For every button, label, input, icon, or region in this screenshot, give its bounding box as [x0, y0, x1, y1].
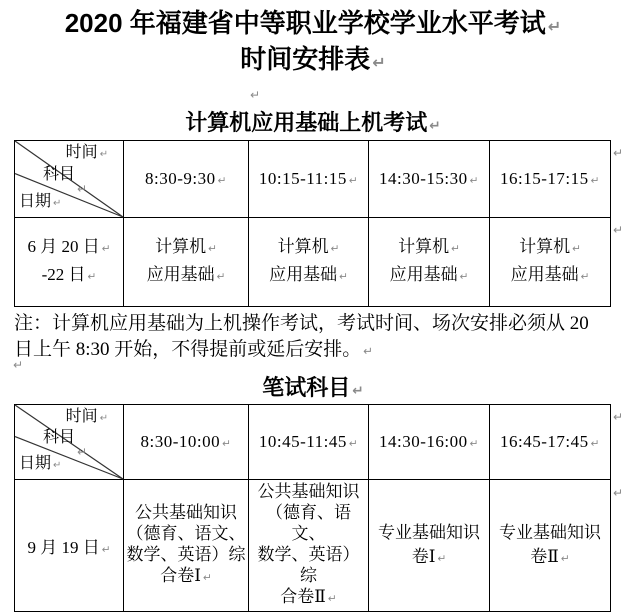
- computer-exam-heading-text: 计算机应用基础上机考试: [185, 110, 428, 135]
- time-slot-cell: [249, 405, 369, 480]
- time-slot-text: 14:30-16:00: [379, 432, 468, 451]
- note-line1-text: 注：计算机应用基础为上机操作考试，考试时间、场次安排必须从 20: [14, 313, 589, 334]
- date-text: 6 月 20 日: [27, 237, 100, 256]
- table-data-row: [15, 218, 611, 307]
- paragraph-mark-icon: ↵: [348, 438, 359, 450]
- paragraph-mark-icon: ↵: [53, 460, 62, 471]
- time-slot-text: 14:30-15:30: [379, 169, 468, 188]
- paragraph-mark-icon: ↵: [202, 572, 212, 584]
- paragraph-mark-icon: ↵: [437, 552, 447, 565]
- subject-line: 公共基础知识: [257, 482, 360, 501]
- paragraph-mark-icon: ↵: [363, 344, 374, 358]
- written-exam-heading: [0, 375, 626, 404]
- paragraph-mark-icon: ↵: [613, 223, 624, 237]
- subject-text: 应用基础: [510, 265, 579, 284]
- corner-label-time-text: 时间: [65, 408, 98, 425]
- subject-cell: [124, 218, 249, 307]
- paragraph-mark-icon: ↵: [250, 88, 261, 102]
- subject-line: [491, 545, 609, 571]
- subject-text: 卷Ⅰ: [411, 546, 436, 566]
- date-cell: [15, 218, 124, 307]
- paragraph-mark-icon: ↵: [613, 410, 624, 424]
- paragraph-mark-icon: ↵: [547, 17, 562, 36]
- time-slot-text: 8:30-10:00: [140, 432, 221, 451]
- subject-cell: [490, 480, 611, 612]
- note-line1: [14, 311, 618, 337]
- subject-text: 应用基础: [146, 265, 215, 284]
- time-slot-cell: [249, 141, 369, 218]
- subject-line: （德育、语文、: [266, 503, 351, 543]
- table-header-row: [15, 141, 611, 218]
- subject-line: （德育、语文、: [126, 524, 246, 543]
- subject-text: 应用基础: [389, 265, 458, 284]
- paragraph-mark-icon: ↵: [99, 413, 108, 424]
- paragraph-mark-icon: ↵: [327, 593, 337, 605]
- paragraph-mark-icon: ↵: [99, 149, 108, 160]
- paragraph-mark-icon: ↵: [429, 118, 441, 134]
- paragraph-mark-icon: ↵: [352, 383, 364, 399]
- subject-line: [491, 234, 609, 262]
- paragraph-mark-icon: ↵: [580, 271, 590, 283]
- paragraph-mark-icon: ↵: [459, 271, 469, 283]
- subject-line: [370, 262, 488, 290]
- date-text: -22 日: [41, 265, 86, 284]
- written-exam-table: [14, 404, 611, 612]
- paragraph-mark-icon: ↵: [217, 175, 227, 187]
- paragraph-mark-icon: ↵: [53, 198, 62, 209]
- paragraph-mark-icon: ↵: [216, 271, 226, 283]
- paragraph-mark-icon: ↵: [77, 445, 88, 459]
- table-header-row: [15, 405, 611, 480]
- time-slot-text: 8:30-9:30: [145, 169, 216, 188]
- note-line2: [14, 337, 618, 364]
- paragraph-mark-icon: ↵: [208, 243, 217, 255]
- subject-text: 卷Ⅱ: [530, 546, 559, 566]
- table-data-row: [15, 480, 611, 612]
- subject-text: 计算机: [155, 237, 207, 256]
- corner-header-cell: [15, 141, 124, 218]
- paragraph-mark-icon: ↵: [339, 271, 348, 283]
- paragraph-mark-icon: ↵: [572, 243, 581, 255]
- computer-exam-table: [14, 140, 611, 307]
- paragraph-mark-icon: ↵: [13, 358, 24, 372]
- paragraph-mark-icon: ↵: [101, 243, 111, 255]
- written-exam-heading-text: 笔试科目: [262, 375, 351, 400]
- paragraph-mark-icon: ↵: [590, 438, 600, 450]
- subject-cell: [249, 218, 369, 307]
- paragraph-mark-icon: ↵: [613, 146, 624, 160]
- date-line: [16, 234, 122, 262]
- time-slot-cell: [369, 405, 490, 480]
- paragraph-mark-icon: ↵: [222, 438, 232, 450]
- subject-line: [250, 262, 367, 290]
- time-slot-text: 10:45-11:45: [258, 432, 347, 451]
- corner-label-time: [66, 144, 108, 164]
- paragraph-mark-icon: ↵: [590, 175, 600, 187]
- time-slot-cell: [369, 141, 490, 218]
- subject-text: 计算机: [277, 237, 329, 256]
- time-slot-text: 16:45-17:45: [500, 432, 589, 451]
- subject-cell: [124, 480, 249, 612]
- paragraph-mark-icon: ↵: [348, 175, 359, 187]
- subject-line: [125, 262, 247, 290]
- subject-line: [250, 234, 367, 262]
- corner-label-subject: 科目: [43, 429, 76, 446]
- paragraph-mark-icon: ↵: [87, 271, 97, 283]
- paragraph-mark-icon: ↵: [372, 53, 386, 72]
- subject-line: [250, 586, 367, 610]
- subject-line: [125, 234, 247, 262]
- date-line: [16, 262, 122, 290]
- subject-line: [491, 262, 609, 290]
- paragraph-mark-icon: ↵: [613, 486, 624, 500]
- corner-label-time: [66, 408, 108, 428]
- subject-text: 计算机: [398, 237, 450, 256]
- subject-text: 应用基础: [269, 265, 338, 284]
- document-title-line1: [0, 6, 626, 44]
- time-slot-text: 10:15-11:15: [258, 169, 347, 188]
- subject-line: 专业基础知识: [499, 522, 601, 542]
- time-slot-cell: [490, 141, 611, 218]
- corner-label-subject: 科目: [43, 166, 76, 183]
- corner-label-date-text: 日期: [19, 193, 52, 210]
- note-text: [14, 311, 618, 364]
- subject-cell: [490, 218, 611, 307]
- paragraph-mark-icon: ↵: [469, 438, 479, 450]
- time-slot-text: 16:15-17:15: [500, 169, 589, 188]
- paragraph-mark-icon: ↵: [101, 544, 111, 556]
- paragraph-mark-icon: ↵: [560, 552, 570, 565]
- document-title-line2: [0, 42, 626, 80]
- time-slot-cell: [124, 405, 249, 480]
- paragraph-mark-icon: ↵: [330, 243, 340, 255]
- paragraph-mark-icon: ↵: [451, 243, 460, 255]
- paragraph-mark-icon: ↵: [469, 175, 479, 187]
- subject-text: 计算机: [519, 237, 571, 256]
- subject-line: 数学、英语）综: [126, 545, 246, 564]
- corner-label-time-text: 时间: [65, 144, 98, 161]
- subject-cell: [369, 218, 490, 307]
- subject-line: 数学、英语）综: [257, 545, 360, 585]
- computer-exam-heading: [0, 110, 626, 139]
- subject-line: [370, 234, 488, 262]
- time-slot-cell: [124, 141, 249, 218]
- title-text-line2: 时间安排表: [240, 44, 371, 74]
- subject-text: 合卷Ⅱ: [280, 587, 326, 606]
- note-line2-text: 日上午 8:30 开始，不得提前或延后安排。: [14, 339, 362, 360]
- subject-line: 公共基础知识: [135, 503, 237, 522]
- subject-line: [370, 545, 488, 571]
- title-text-line1: 2020 年福建省中等职业学校学业水平考试: [64, 8, 546, 38]
- subject-cell: [249, 480, 369, 612]
- time-slot-cell: [490, 405, 611, 480]
- subject-line: 专业基础知识: [378, 522, 480, 542]
- date-cell: [15, 480, 124, 612]
- corner-label-date: [19, 455, 61, 475]
- corner-label-date: [19, 193, 61, 213]
- paragraph-mark-icon: ↵: [77, 182, 88, 196]
- corner-header-cell: [15, 405, 124, 480]
- date-text: 9 月 19 日: [27, 538, 100, 557]
- subject-line: [125, 565, 247, 589]
- subject-cell: [369, 480, 490, 612]
- corner-label-date-text: 日期: [19, 455, 52, 472]
- subject-text: 合卷Ⅰ: [160, 566, 201, 585]
